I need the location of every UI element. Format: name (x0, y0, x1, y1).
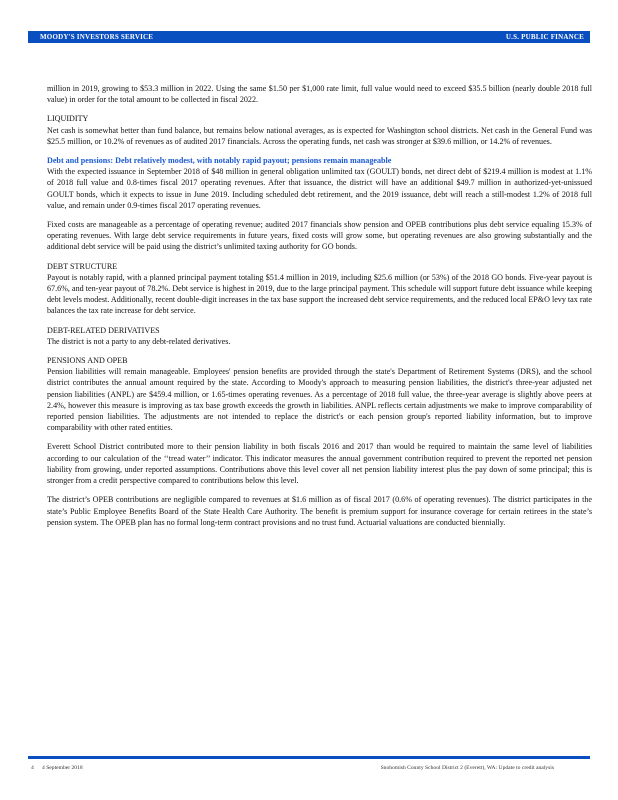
debt-structure-label: DEBT STRUCTURE (47, 261, 118, 271)
debt-pensions-heading: Debt and pensions: Debt relatively modest, with notably rapid payout; pensions remain manageable (47, 156, 392, 166)
publisher-name: MOODY'S INVESTORS SERVICE (40, 32, 154, 41)
derivatives-label: DEBT-RELATED DERIVATIVES (47, 325, 160, 335)
liquidity-label: LIQUIDITY (47, 114, 89, 124)
pensions-label: PENSIONS AND OPEB (47, 356, 128, 366)
pensions-paragraph-2: Everett School District contributed more to their pension liability in both fiscals 2016 and 2017 than would be required to maintain the same level of liabilities according to our calculation of the ‘‘tread water’’ indicator. This indicator measures the annual government contribution required to prevent the reported net pension liability from growing, under reported assumptions. Contributions above this level cover all net pension liability interest plus the pay down of some principal; this is stronger from a credit perspective compared to contributions below this level. (47, 442, 592, 486)
section-name: U.S. PUBLIC FINANCE (505, 32, 584, 41)
intro-paragraph: million in 2019, growing to $53.3 million in 2022. Using the same $1.50 per $1,000 rate limit, full value would need to exceed $35.5 billion (nearly double 2018 full value) in order for the total amount to be collected in fiscal 2022. (47, 84, 592, 105)
debt-paragraph-1: With the expected issuance in September 2018 of $48 million in general obligation unlimited tax (GOULT) bonds, net direct debt of $219.4 million is modest at 1.1% of 2018 full value and 0.8-times fiscal 2017 operating revenues. After that issuance, the district will have an additional $49.7 million in authorized-yet-unissued GOULT bonds, which it expects to issue in June 2019. Including scheduled debt retirement, and the 2019 issuance, debt will reach a still-modest 1.2% of 2018 full value, and remain under 0.9-times fiscal 2017 operating revenues. (47, 167, 592, 210)
publication-date: 4 September 2018 (42, 765, 83, 771)
liquidity-paragraph: Net cash is somewhat better than fund balance, but remains below national averages, as is expected for Washington school districts. Net cash in the General Fund was $25.5 million, or 10.2% of revenues as of audited 2017 financials. Across the operating funds, net cash was stronger at $39.6 million, or 14.2% of revenues. (47, 125, 592, 146)
page-number: 4 (31, 765, 34, 771)
debt-paragraph-2: Fixed costs are manageable as a percentage of operating revenue; audited 2017 financials show pension and OPEB contributions plus debt service equaling 15.3% of operating revenues. With large debt service requirements in future years, fixed costs will grow some, but operating revenues are also growing substantially and the additional debt service will be paid using the district’s unlimited taxing authority for GO bonds. (47, 220, 592, 252)
header-bar (28, 31, 590, 43)
pensions-paragraph-1: Pension liabilities will remain manageable. Employees' pension benefits are provided through the state's Department of Retirement Systems (DRS), and the school district contributes the annual amount required by the state. According to Moody's approach to measuring pension liabilities, the district's three-year adjusted net pension liabilities (ANPL) are $459.4 million, or 1.65-times operating revenues. As a percentage of 2018 full value, the three-year average is slightly above peers at 2.4%, however this measure is improving as tax base growth exceeds the growth in liabilities. ANPL reflects certain adjustments we make to improve comparability of reported pension liabilities. The adjustments are not intended to replace the district's or each pension group's reported liability information, but to improve comparability with other rated entities. (47, 367, 592, 433)
footer-bar (28, 756, 590, 759)
document-body (47, 83, 592, 536)
debt-structure-paragraph: Payout is notably rapid, with a planned principal payment totaling $51.4 million in 2019, including $25.6 million (or 53%) of the 2018 GO bonds. Five-year payout is 67.6%, and ten-year payout of 78.2%. Debt service is highest in 2019, due to the large principal payment. This schedule will support future debt issuance while keeping debt levels modest. Additionally, recent double-digit increases in the tax base support the increased debt service requirements, and the reduced local EP&O levy tax rate balances the tax rate increase for debt service. (47, 272, 592, 316)
pensions-paragraph-3: The district’s OPEB contributions are negligible compared to revenues at $1.6 million as of fiscal 2017 (0.6% of operating revenues). The district participates in the state’s Public Employee Benefits Board of the State Health Care Authority. The benefit is premium support for insurance coverage for certain retirees in the state’s pension system. The OPEB plan has no formal long-term contract provisions and no trust fund. Actuarial valuations are conducted biennially. (47, 495, 592, 527)
derivatives-paragraph: The district is not a party to any debt-related derivatives. (47, 336, 231, 346)
report-title: Snohomish County School District 2 (Everett), WA: Update to credit analysis (380, 765, 554, 771)
